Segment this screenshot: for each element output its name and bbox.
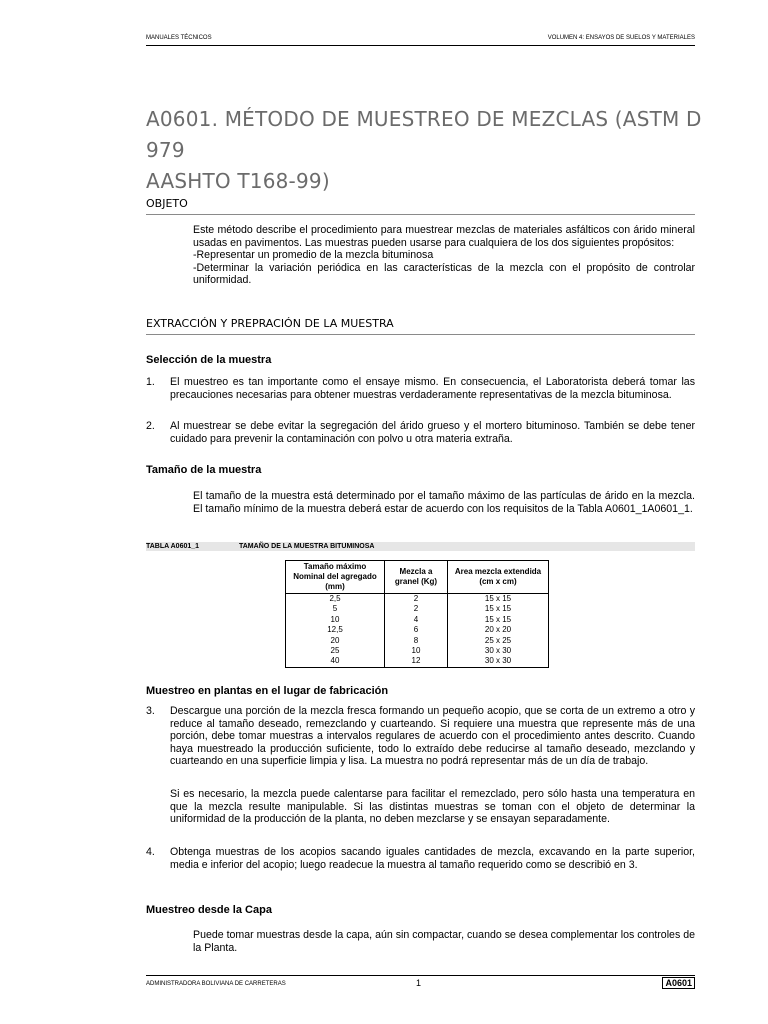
table-row <box>286 615 549 625</box>
list-number: 2. <box>146 420 155 432</box>
column-header: Mezcla a granel (Kg) <box>385 561 448 594</box>
list-number: 3. <box>146 705 155 717</box>
table-id: TABLA A0601_1 <box>146 543 200 550</box>
table-caption-bar <box>146 542 695 551</box>
list-text: Al muestrear se debe evitar la segregación del árido grueso y el mortero bituminoso. También se debe tener cuidado para prevenir la contaminación con polvo u otra materia extraña. <box>170 420 695 445</box>
table-cell: 2 <box>385 604 448 614</box>
table-cell: 12,5 <box>286 625 385 635</box>
subheading-tamano: Tamaño de la muestra <box>146 464 262 476</box>
table-row <box>286 625 549 635</box>
table-row <box>286 636 549 646</box>
table-cell: 15 x 15 <box>448 594 549 605</box>
page-footer <box>146 975 695 992</box>
tamano-paragraph: El tamaño de la muestra está determinado por el tamaño máximo de las partículas de árido en la mezcla. El tamaño mínimo de la muestra deberá estar de acuerdo con los requisitos de la Tabla A0601_1A0601_1. <box>193 490 695 515</box>
subheading-seleccion: Selección de la muestra <box>146 354 272 366</box>
list-text: Descargue una porción de la mezcla fresca formando un pequeño acopio, que se corta de un extremo a otro y reduce al tamaño deseado, remezclando y cuarteando. Si requiere una muestra que represente más de una porción, debe tomar muestras a intervalos regulares de acuerdo con el procedimiento antes descrito. Cuando haya muestreado la producción suficiente, todo lo extraído debe reducirse al tamaño deseado, mezclando y cuarteando en una superficie limpia y lisa. La muestra no podrá representar más de un día de trabajo. <box>170 705 695 767</box>
header-right: VOLUMEN 4: ENSAYOS DE SUELOS Y MATERIALES <box>547 35 695 41</box>
table-cell: 20 x 20 <box>448 625 549 635</box>
subheading-plantas: Muestreo en plantas en el lugar de fabricación <box>146 685 389 697</box>
table-cell: 25 x 25 <box>448 636 549 646</box>
document-title <box>146 104 706 197</box>
section-heading-objeto: OBJETO <box>146 197 695 215</box>
list-text: El muestreo es tan importante como el ensaye mismo. En consecuencia, el Laboratorista deberá tomar las precauciones necesarias para obtener muestras verdaderamente representativas de la mezcla bituminosa. <box>170 376 695 401</box>
page-header <box>146 33 695 46</box>
list-text: Obtenga muestras de los acopios sacando iguales cantidades de mezcla, excavando en la parte superior, media e inferior del acopio; luego readecue la muestra al tamaño requerido como se describió en 3. <box>170 846 695 871</box>
section-heading-extraccion: EXTRACCIÓN Y PREPRACIÓN DE LA MUESTRA <box>146 317 695 335</box>
list-number: 4. <box>146 846 155 858</box>
column-header: Tamaño máximo Nominal del agregado (mm) <box>286 561 385 594</box>
table-row <box>286 656 549 667</box>
table-row <box>286 604 549 614</box>
objeto-paragraph <box>193 224 695 287</box>
column-header: Area mezcla extendida (cm x cm) <box>448 561 549 594</box>
table-cell: 40 <box>286 656 385 667</box>
table-row <box>286 646 549 656</box>
sample-size-table <box>285 560 549 668</box>
table-cell: 25 <box>286 646 385 656</box>
table-cell: 10 <box>385 646 448 656</box>
table-caption: TAMAÑO DE LA MUESTRA BITUMINOSA <box>239 543 375 550</box>
table-cell: 5 <box>286 604 385 614</box>
capa-paragraph: Puede tomar muestras desde la capa, aún sin compactar, cuando se desea complementar los controles de la Planta. <box>193 929 695 954</box>
page-number: 1 <box>416 978 422 988</box>
footer-code-badge: A0601 <box>662 977 695 989</box>
subheading-capa: Muestreo desde la Capa <box>146 904 272 916</box>
objeto-line-3: -Determinar la variación periódica en las características de la mezcla con el propósito de controlar uniformidad. <box>193 261 695 286</box>
table-row <box>286 594 549 605</box>
header-left: MANUALES TÉCNICOS <box>146 35 212 41</box>
title-line-1: A0601. MÉTODO DE MUESTREO DE MEZCLAS (ASTM D 979 <box>146 107 702 162</box>
list-text: Si es necesario, la mezcla puede calentarse para facilitar el remezclado, pero sólo hasta una temperatura en que la mezcla resulte manipulable. Si las distintas muestras se toman con el objeto de determinar la uniformidad de la producción de la planta, no deben mezclarse y se ensayan separadamente. <box>170 788 695 825</box>
table-cell: 6 <box>385 625 448 635</box>
objeto-line-1: Este método describe el procedimiento para muestrear mezclas de materiales asfálticos con árido mineral usadas en pavimentos. Las muestras pueden usarse para cualquiera de los dos siguientes propósitos: <box>193 224 695 249</box>
table-cell: 20 <box>286 636 385 646</box>
table-cell: 15 x 15 <box>448 604 549 614</box>
table-cell: 10 <box>286 615 385 625</box>
table-cell: 4 <box>385 615 448 625</box>
table-cell: 15 x 15 <box>448 615 549 625</box>
table-cell: 12 <box>385 656 448 667</box>
list-number: 1. <box>146 376 155 388</box>
table-cell: 8 <box>385 636 448 646</box>
footer-left: ADMINISTRADORA BOLIVIANA DE CARRETERAS <box>146 981 286 987</box>
table-cell: 2 <box>385 594 448 605</box>
objeto-line-2: -Representar un promedio de la mezcla bituminosa <box>193 249 434 261</box>
table-header-row <box>286 561 549 594</box>
table-cell: 2,5 <box>286 594 385 605</box>
table-cell: 30 x 30 <box>448 646 549 656</box>
table-cell: 30 x 30 <box>448 656 549 667</box>
title-line-2: AASHTO T168-99) <box>146 169 330 193</box>
